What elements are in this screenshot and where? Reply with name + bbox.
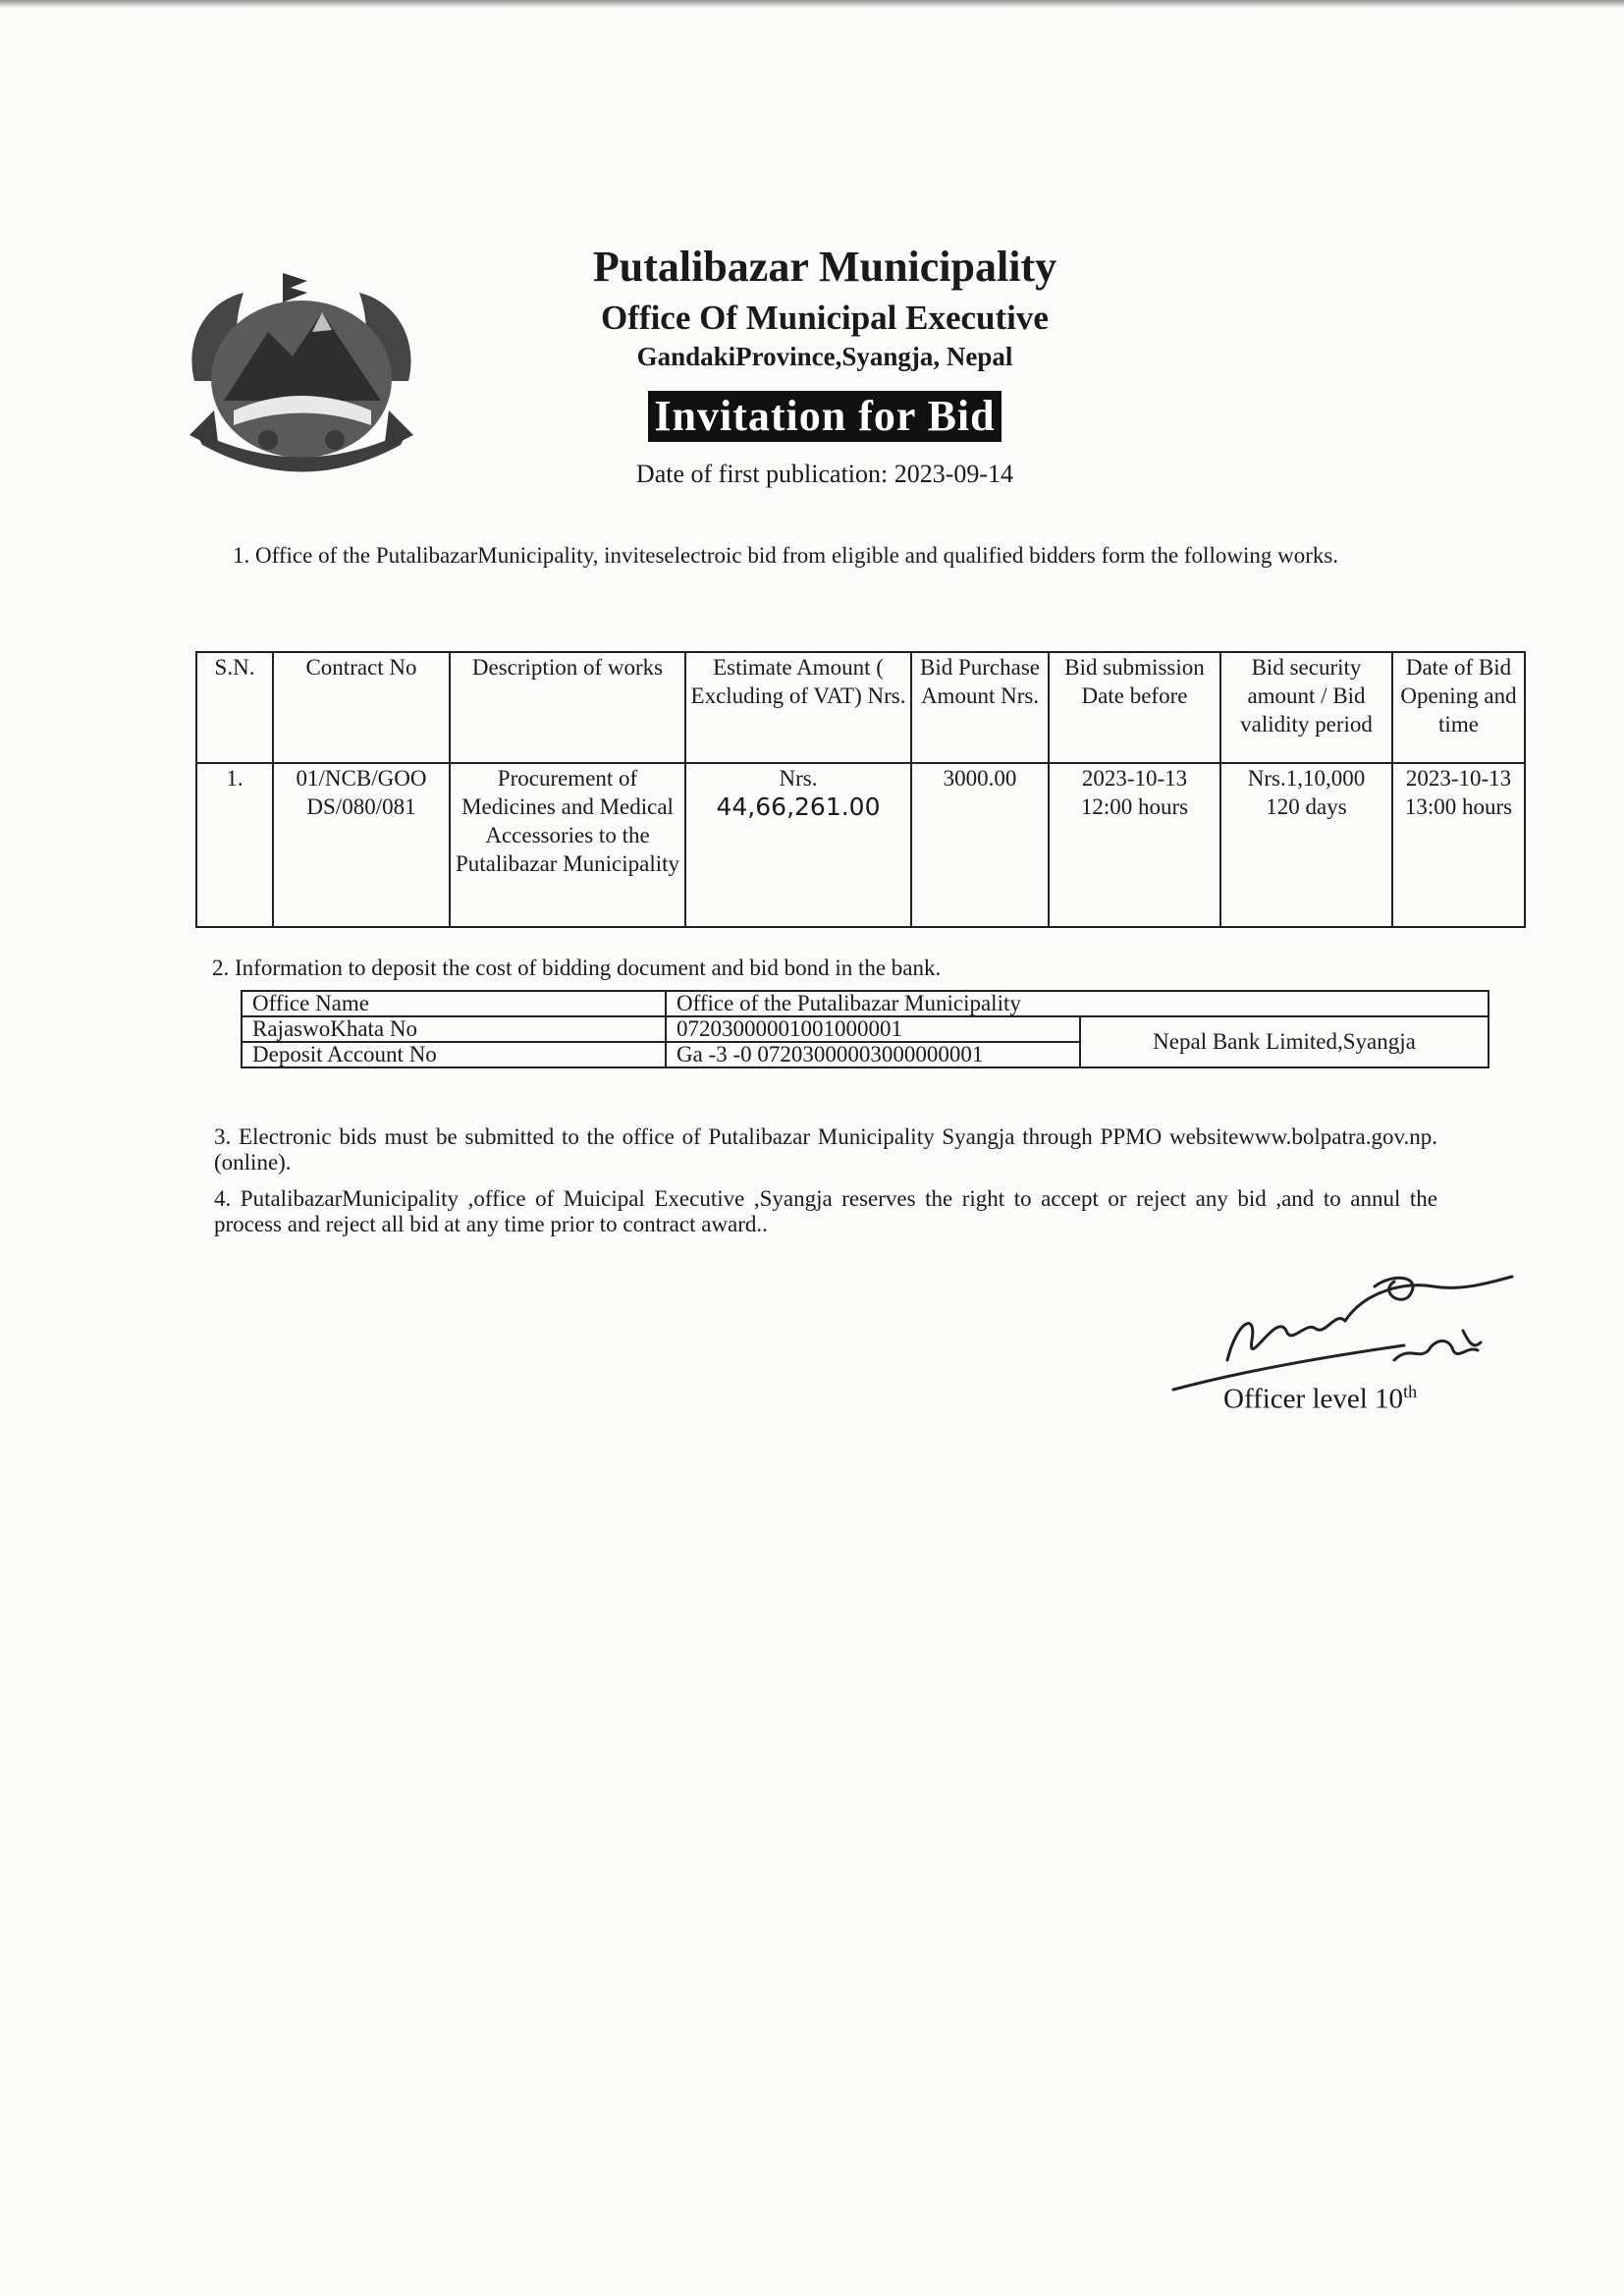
municipality-name: Putalibazar Municipality	[592, 243, 1057, 291]
officer-designation	[1223, 1382, 1417, 1416]
office-name-value: Office of the Putalibazar Municipality	[666, 991, 1489, 1016]
header-purchase: Bid Purchase Amount Nrs.	[911, 652, 1049, 763]
rajaswo-label: RajaswoKhata No	[242, 1016, 666, 1042]
estimate-amount: 44,66,261.00	[716, 793, 881, 821]
paragraph-3: 3. Electronic bids must be submitted to the office of Putalibazar Municipality Syangja through PPMO websitewww.bolpatra.gov.np.(online).	[214, 1124, 1437, 1175]
title-wrapper	[511, 391, 1139, 442]
cell-submission	[1049, 763, 1220, 927]
cell-sn: 1.	[196, 763, 273, 927]
officer-label: Officer level 10	[1223, 1383, 1404, 1415]
paragraph-4: 4. PutalibazarMunicipality ,office of Muicipal Executive ,Syangja reserves the right to accept or reject any bid ,and to annul the process and reject all bid at any time prior to contract award..	[214, 1186, 1437, 1236]
bid-table-header-row	[196, 652, 1525, 763]
table-row	[242, 1016, 1489, 1042]
cell-estimate	[685, 763, 911, 927]
security-amount: Nrs.1,10,000	[1247, 766, 1366, 791]
validity-period: 120 days	[1266, 794, 1347, 819]
header-description: Description of works	[450, 652, 685, 763]
table-row	[196, 763, 1525, 927]
header-submission: Bid submission Date before	[1049, 652, 1220, 763]
table-row	[242, 991, 1489, 1016]
header-contract-no: Contract No	[273, 652, 450, 763]
nepal-emblem-icon	[175, 263, 428, 491]
deposit-value: Ga -3 -0 07203000003000000001	[666, 1042, 1080, 1067]
header-security: Bid security amount / Bid validity period	[1220, 652, 1392, 763]
paragraph-2: 2. Information to deposit the cost of bidding document and bid bond in the bank.	[212, 956, 942, 980]
opening-date: 2023-10-13	[1405, 766, 1512, 791]
document-title: Invitation for Bid	[648, 391, 1001, 442]
header-sn: S.N.	[196, 652, 273, 763]
cell-purchase: 3000.00	[911, 763, 1049, 927]
officer-suffix: th	[1403, 1382, 1418, 1401]
opening-time: 13:00 hours	[1404, 794, 1513, 819]
bank-table	[241, 990, 1489, 1068]
publication-date: Date of first publication: 2023-09-14	[635, 460, 1014, 488]
paragraph-1: 1. Office of the PutalibazarMunicipality, inviteselectroic bid from eligible and qualified bidders form the following works.	[233, 543, 1339, 568]
deposit-label: Deposit Account No	[242, 1042, 666, 1067]
cell-opening	[1392, 763, 1525, 927]
submission-date: 2023-10-13	[1081, 766, 1188, 791]
submission-time: 12:00 hours	[1080, 794, 1189, 819]
cell-contract-no: 01/NCB/GOODS/080/081	[273, 763, 450, 927]
scan-edge	[0, 0, 1624, 8]
header-opening: Date of Bid Opening and time	[1392, 652, 1525, 763]
location: GandakiProvince,Syangja, Nepal	[636, 342, 1013, 371]
cell-security	[1220, 763, 1392, 927]
estimate-prefix: Nrs.	[779, 766, 818, 791]
rajaswo-value: 07203000001001000001	[666, 1016, 1080, 1042]
office-name: Office Of Municipal Executive	[601, 299, 1049, 337]
bid-table	[195, 651, 1526, 928]
bank-name: Nepal Bank Limited,Syangja	[1080, 1016, 1489, 1067]
header-estimate: Estimate Amount ( Excluding of VAT) Nrs.	[685, 652, 911, 763]
cell-description: Procurement of Medicines and Medical Accessories to the Putalibazar Municipality	[450, 763, 685, 927]
office-name-label: Office Name	[242, 991, 666, 1016]
